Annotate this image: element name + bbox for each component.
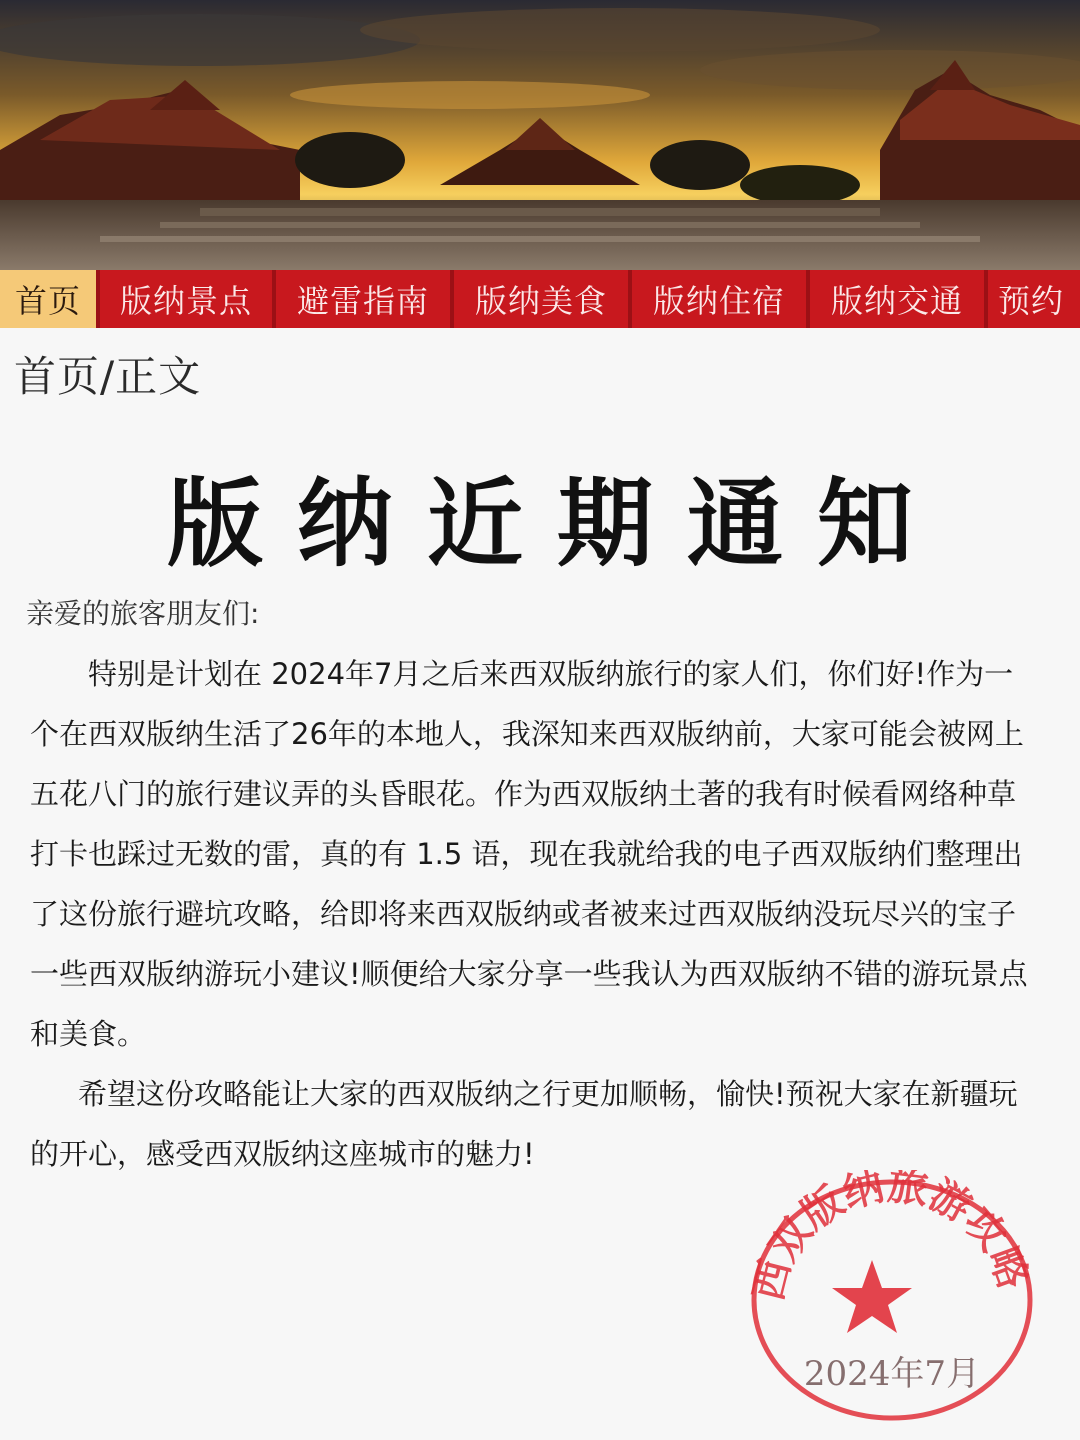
article-paragraph: 特别是计划在 2024年7月之后来西双版纳旅行的家人们，你们好!作为一个在西双版纳生活了26年的本地人，我深知来西双版纳前，大家可能会被网上五花八门的旅行建议弄的头昏眼花。作为西双版纳土著的我有时候看网络种草打卡也踩过无数的雷，真的有 1.5 语，现在我就给我的电子西双版纳们整理出了这份旅行避坑攻略，给即将来西双版纳或者被来过西双版纳没玩尽兴的宝子一些西双版纳游玩小建议!顺便给大家分享一些我认为西双版纳不错的游玩景点和美食。 <box>30 657 1028 1051</box>
seal-text: 西双版纳旅游攻略 <box>744 1170 1038 1306</box>
nav-item-booking[interactable]: 预约 <box>998 282 1065 320</box>
nav-item-transport[interactable]: 版纳交通 <box>810 270 988 328</box>
star-icon <box>832 1260 912 1333</box>
header-banner <box>0 0 1080 270</box>
breadcrumb: 首页/正文 <box>14 352 202 401</box>
article-body <box>30 644 1030 1184</box>
temple-sunset-image <box>0 0 1080 270</box>
main-nav <box>0 270 1080 328</box>
article-greeting: 亲爱的旅客朋友们: <box>26 597 260 630</box>
official-seal <box>742 1170 1042 1430</box>
nav-item-food[interactable]: 版纳美食 <box>454 270 632 328</box>
article-paragraph: 希望这份攻略能让大家的西双版纳之行更加顺畅，愉快!预祝大家在新疆玩的开心，感受西双版纳这座城市的魅力! <box>30 1077 1018 1171</box>
seal-date: 2024年7月 <box>803 1354 981 1394</box>
nav-item-pitfall-guide[interactable]: 避雷指南 <box>276 270 454 328</box>
article-title: 版纳近期通知 <box>167 468 947 580</box>
nav-item-home[interactable]: 首页 <box>0 270 100 328</box>
nav-item-attractions[interactable]: 版纳景点 <box>100 270 276 328</box>
nav-item-lodging[interactable]: 版纳住宿 <box>632 270 810 328</box>
